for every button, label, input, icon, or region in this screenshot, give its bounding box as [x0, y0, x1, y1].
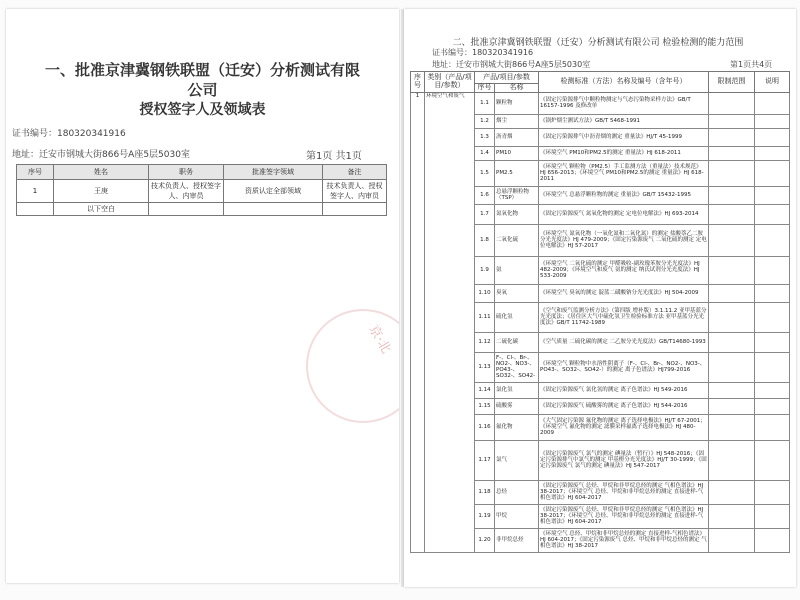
- item-note: [755, 204, 790, 224]
- item-standard: 《固定污染源排气中沥青烟的测定 重量法》HJ/T 45-1999: [539, 128, 709, 146]
- item-no: 1.20: [475, 528, 495, 552]
- item-name: 二氧化硫: [495, 224, 539, 256]
- item-standard: 《环境空气 PM10和PM2.5的测定 重量法》HJ 618-2011: [539, 146, 709, 160]
- col-header-note: 备注: [323, 165, 387, 180]
- item-no: 1.3: [475, 128, 495, 146]
- item-no: 1.15: [475, 398, 495, 414]
- item-no: 1.17: [475, 440, 495, 480]
- cell-no: [17, 203, 54, 216]
- item-limit: [709, 186, 755, 204]
- item-name: F-、Cl-、Br-、NO2-、NO3-、PO43-、SO32-、SO42-: [495, 352, 539, 382]
- page1-title-line1: 一、批准京津冀钢铁联盟（迁安）分析测试有限: [44, 61, 360, 79]
- item-standard: 《环境空气 二氧化硫的测定 甲醛吸收-副玫瑰苯胺分光光度法》HJ 482-2009；《环境空气和废气 氨的测定 纳氏试剂分光光度法》HJ 533-2009: [539, 256, 709, 284]
- capability-table: [410, 71, 790, 553]
- item-limit: [709, 224, 755, 256]
- item-note: [755, 480, 790, 504]
- item-no: 1.16: [475, 414, 495, 440]
- col-header-name: 名称: [495, 84, 539, 93]
- item-limit: [709, 332, 755, 352]
- item-limit: [709, 480, 755, 504]
- item-note: [755, 382, 790, 398]
- item-name: 沥青烟: [495, 128, 539, 146]
- item-limit: [709, 382, 755, 398]
- col-header-sub-no: 序号: [475, 84, 495, 93]
- seal-stamp-text: 京·北: [365, 322, 394, 357]
- col-header-standard: 检测标准（方法）名称及编号（含年号）: [539, 72, 709, 93]
- item-note: [755, 92, 790, 114]
- cell-field: [224, 203, 323, 216]
- item-standard: 《环境空气 颗粒物中水溶性阴离子（F-、Cl-、Br-、NO2-、NO3-、PO43-、SO32-、SO42-）的测定 离子色谱法》HJ799-2016: [539, 352, 709, 382]
- item-no: 1.4: [475, 146, 495, 160]
- item-limit: [709, 302, 755, 332]
- item-name: 氟化物: [495, 414, 539, 440]
- item-note: [755, 146, 790, 160]
- item-name: 甲烷: [495, 504, 539, 528]
- cell-blank-note: 以下空白: [54, 203, 149, 216]
- item-note: [755, 284, 790, 302]
- capability-table-body: [411, 92, 790, 552]
- item-limit: [709, 504, 755, 528]
- item-standard: 《大气固定污染源 氟化物的测定 离子选择电极法》HJ/T 67-2001；《环境空气 氟化物的测定 滤膜采样氟离子选择电极法》HJ 480-2009: [539, 414, 709, 440]
- item-note: [755, 440, 790, 480]
- item-limit: [709, 398, 755, 414]
- table-row: [17, 180, 387, 203]
- item-note: [755, 256, 790, 284]
- item-name: 氯气: [495, 440, 539, 480]
- item-note: [755, 224, 790, 256]
- item-standard: 《锅炉烟尘测试方法》GB/T 5468-1991: [539, 114, 709, 128]
- item-standard: 《固定污染源废气 氮氧化物的测定 定电位电解法》HJ 693-2014: [539, 204, 709, 224]
- item-limit: [709, 92, 755, 114]
- item-name: 二硫化碳: [495, 332, 539, 352]
- item-limit: [709, 114, 755, 128]
- item-name: 颗粒物: [495, 92, 539, 114]
- col-header-note: 说明: [755, 72, 790, 93]
- cell-duty: 技术负责人、授权签字人、内审员: [149, 180, 224, 203]
- table-row: [17, 203, 387, 216]
- item-name: 烟尘: [495, 114, 539, 128]
- item-standard: 《固定污染源废气 氯气的测定 碘量法（暂行）》HJ 548-2016；《固定污染源排气中氯气的测定 甲基橙分光光度法》HJ/T 30-1999；《固定污染源废气 氯气的测定 碘量法》HJ 547-2017: [539, 440, 709, 480]
- item-limit: [709, 256, 755, 284]
- item-no: 1.19: [475, 504, 495, 528]
- page1-subtitle: 授权签字人及领域表: [139, 102, 266, 118]
- item-name: 臭氧: [495, 284, 539, 302]
- signatory-table: [16, 164, 387, 216]
- item-name: PM2.5: [495, 160, 539, 186]
- item-limit: [709, 352, 755, 382]
- item-note: [755, 504, 790, 528]
- cell-no: 1: [17, 180, 54, 203]
- capability-scope-page: [404, 9, 796, 587]
- item-name: 硫酸雾: [495, 398, 539, 414]
- page1-cert-no: 证书编号：180320341916: [12, 129, 126, 139]
- item-name: 氨: [495, 256, 539, 284]
- item-name: PM10: [495, 146, 539, 160]
- item-limit: [709, 160, 755, 186]
- item-no: 1.18: [475, 480, 495, 504]
- col-header-limit: 限制范围: [709, 72, 755, 93]
- item-limit: [709, 204, 755, 224]
- item-limit: [709, 128, 755, 146]
- item-note: [755, 114, 790, 128]
- item-no: 1.10: [475, 284, 495, 302]
- item-name: 非甲烷总烃: [495, 528, 539, 552]
- item-name: 总悬浮颗粒物（TSP）: [495, 186, 539, 204]
- col-header-duty: 职务: [149, 165, 224, 180]
- item-standard: 《固定污染源废气 总烃、甲烷和非甲烷总烃的测定 气相色谱法》HJ 38-2017；《环境空气 总烃、甲烷和非甲烷总烃的测定 直接进样-气相色谱法》HJ 604-2017: [539, 504, 709, 528]
- col-header-category: 类别（产品/项目/参数）: [425, 72, 475, 93]
- item-standard: 《环境空气 颗粒物（PM2.5）手工监测方法（重量法）技术规范》HJ 656-2013；《环境空气 PM10和PM2.5的测定 重量法》HJ 618-2011: [539, 160, 709, 186]
- item-note: [755, 528, 790, 552]
- col-header-product: 产品/项目/参数: [475, 72, 539, 84]
- item-no: 1.1: [475, 92, 495, 114]
- table-row: [411, 92, 790, 114]
- item-standard: 《空气和废气监测分析方法》（第四版 增补版）3.1.11.2 亚甲基蓝分光光度法；《居住区大气中硫化氢卫生检验标准方法 亚甲基蓝分光光度法》GB/T 11742-1989: [539, 302, 709, 332]
- cell-duty: [149, 203, 224, 216]
- item-no: 1.9: [475, 256, 495, 284]
- item-note: [755, 414, 790, 440]
- group-no: 1: [411, 92, 425, 552]
- cell-name: 王庚: [54, 180, 149, 203]
- item-standard: 《固定污染源废气 氯化氢的测定 离子色谱法》HJ 549-2016: [539, 382, 709, 398]
- item-standard: 《固定污染源排气中颗粒物测定与气态污染物采样方法》GB/T 16157-1996 及修改单: [539, 92, 709, 114]
- col-header-no: 序号: [17, 165, 54, 180]
- item-limit: [709, 528, 755, 552]
- item-no: 1.7: [475, 204, 495, 224]
- item-standard: 《环境空气 总悬浮颗粒物的测定 重量法》GB/T 15432-1995: [539, 186, 709, 204]
- item-standard: 《环境空气 臭氧的测定 靛蓝二磺酸钠分光光度法》HJ 504-2009: [539, 284, 709, 302]
- item-standard: 《环境空气 总烃、甲烷和非甲烷总烃的测定 直接进样-气相色谱法》HJ 604-2017；《固定污染源废气 总烃、甲烷和非甲烷总烃的测定 气相色谱法》HJ 38-2017: [539, 528, 709, 552]
- item-note: [755, 332, 790, 352]
- item-no: 1.14: [475, 382, 495, 398]
- item-no: 1.12: [475, 332, 495, 352]
- item-standard: 《空气质量 二硫化碳的测定 二乙胺分光光度法》GB/T14680-1993: [539, 332, 709, 352]
- item-note: [755, 302, 790, 332]
- item-note: [755, 398, 790, 414]
- item-note: [755, 160, 790, 186]
- item-standard: 《固定污染源废气 硫酸雾的测定 离子色谱法》HJ 544-2016: [539, 398, 709, 414]
- item-no: 1.11: [475, 302, 495, 332]
- item-no: 1.13: [475, 352, 495, 382]
- item-name: 氮氧化物: [495, 204, 539, 224]
- item-name: 氯化氢: [495, 382, 539, 398]
- item-name: 总烃: [495, 480, 539, 504]
- cell-note: [323, 203, 387, 216]
- item-name: 硫化氢: [495, 302, 539, 332]
- item-note: [755, 186, 790, 204]
- page2-page-info: 第1页共4页: [730, 60, 773, 69]
- item-no: 1.6: [475, 186, 495, 204]
- item-no: 1.2: [475, 114, 495, 128]
- item-no: 1.5: [475, 160, 495, 186]
- item-no: 1.8: [475, 224, 495, 256]
- page2-address: 地址：迁安市钢城大街866号A座5层5030室: [432, 60, 591, 69]
- item-note: [755, 352, 790, 382]
- item-limit: [709, 284, 755, 302]
- col-header-field: 批准签字领域: [224, 165, 323, 180]
- cell-note: 技术负责人、授权签字人、内审员: [323, 180, 387, 203]
- page2-title: 二、批准京津冀钢铁联盟（迁安）分析测试有限公司 检验检测的能力范围: [452, 38, 744, 48]
- item-limit: [709, 440, 755, 480]
- item-standard: 《环境空气 氮氧化物（一氧化氮和二氧化氮）的测定 盐酸萘乙二胺分光光度法》HJ 479-2009；《固定污染源废气 二氧化硫的测定 定电位电解法》HJ 57-2017: [539, 224, 709, 256]
- item-limit: [709, 146, 755, 160]
- item-limit: [709, 414, 755, 440]
- cell-field: 资质认定全部领域: [224, 180, 323, 203]
- item-standard: 《固定污染源废气 总烃、甲烷和非甲烷总烃的测定 气相色谱法》HJ 38-2017；《环境空气 总烃、甲烷和非甲烷总烃的测定 直接进样-气相色谱法》HJ 604-2017: [539, 480, 709, 504]
- page1-address: 地址：迁安市钢城大街866号A座5层5030室: [12, 150, 190, 160]
- col-header-no: 序号: [411, 72, 425, 93]
- authorized-signatory-page: [6, 9, 399, 583]
- page1-title-line2: 公司: [187, 81, 218, 99]
- page2-cert-no: 证书编号：180320341916: [432, 48, 534, 57]
- item-note: [755, 128, 790, 146]
- page1-page-info: 第1页 共1页: [306, 151, 362, 162]
- group-category: 环境空气和废气: [425, 92, 475, 552]
- col-header-name: 姓名: [54, 165, 149, 180]
